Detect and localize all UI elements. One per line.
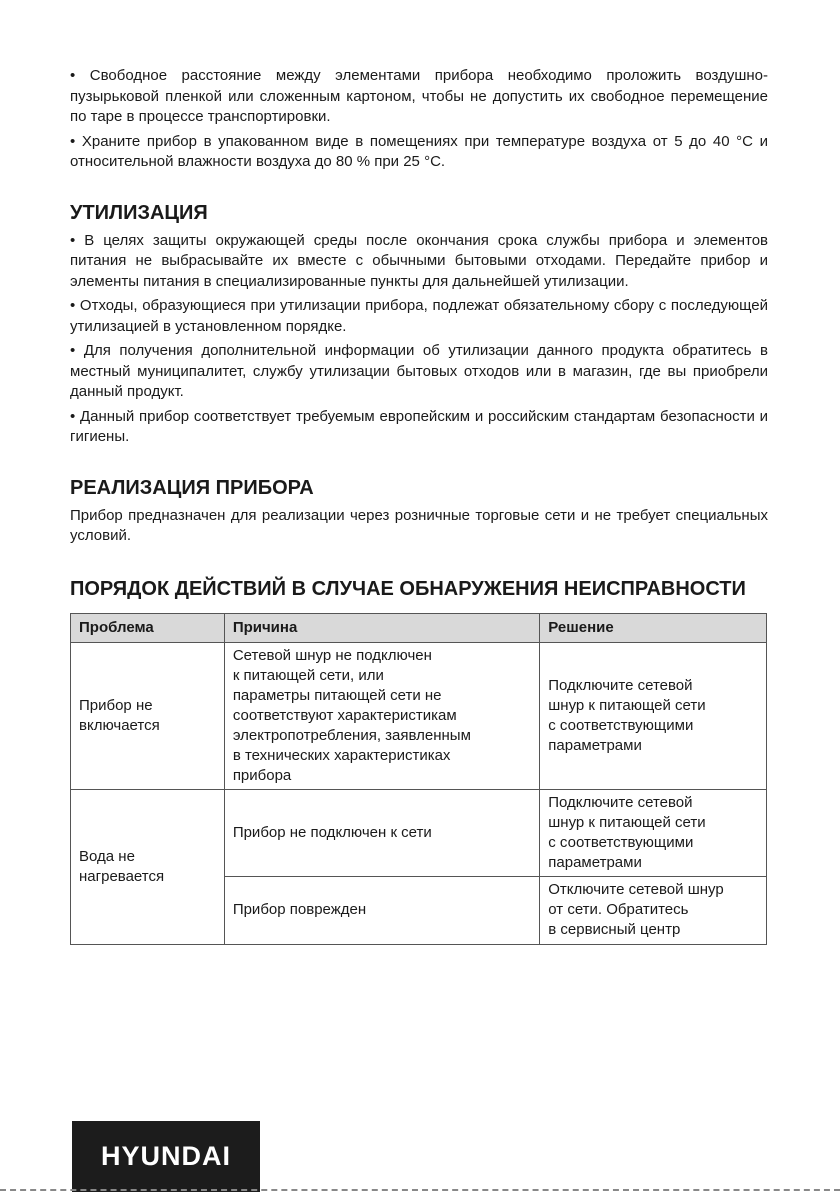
solution-cell: Отключите сетевой шнур от сети. Обратитесь в сервисный центр xyxy=(540,876,767,944)
hyundai-logo xyxy=(72,1121,260,1192)
cause-cell: Прибор не подключен к сети xyxy=(224,789,539,876)
header-cause: Причина xyxy=(224,613,539,642)
sale-paragraph: Прибор предназначен для реализации через розничные торговые сети и не требует специальных условий. xyxy=(70,506,768,544)
cause-cell: Сетевой шнур не подключен к питающей сети, или параметры питающей сети не соответствуют характеристикам электропотребления, заявленным в технических характеристиках прибора xyxy=(224,642,539,789)
troubleshooting-table xyxy=(70,613,767,945)
table-row xyxy=(71,789,767,876)
table-header-row xyxy=(71,613,767,642)
section-title-sale: РЕАЛИЗАЦИЯ ПРИБОРА xyxy=(70,476,314,499)
header-problem: Проблема xyxy=(71,613,225,642)
header-solution: Решение xyxy=(540,613,767,642)
page-bottom-divider xyxy=(0,1189,840,1191)
disposal-paragraph-1: • В целях защиты окружающей среды после окончания срока службы прибора и элементов питания не выбрасывайте их вместе с обычными бытовыми отходами. Передайте прибор и элементы питания в специализированные пункты для дальнейшей утилизации. xyxy=(70,231,768,290)
section-title-troubleshooting: ПОРЯДОК ДЕЙСТВИЙ В СЛУЧАЕ ОБНАРУЖЕНИЯ НЕИСПРАВНОСТИ xyxy=(70,577,746,600)
cause-cell: Прибор поврежден xyxy=(224,876,539,944)
storage-paragraph-2: • Храните прибор в упакованном виде в помещениях при температуре воздуха от 5 до 40 °С и относительной влажности воздуха до 80 % при 25 °С. xyxy=(70,132,768,170)
disposal-paragraph-4: • Данный прибор соответствует требуемым европейским и российским стандартам безопасности и гигиены. xyxy=(70,407,768,445)
problem-cell: Прибор не включается xyxy=(71,642,225,789)
document-body xyxy=(70,66,768,945)
solution-cell: Подключите сетевой шнур к питающей сети с соответствующими параметрами xyxy=(540,789,767,876)
storage-paragraph-1: • Свободное расстояние между элементами прибора необходимо проложить воздушно-пузырьковой пленкой или сложенным картоном, чтобы не допустить их свободное перемещение по таре в процессе транспортировки. xyxy=(70,67,768,125)
logo-text: HYUNDAI xyxy=(100,1141,231,1171)
problem-cell: Вода не нагревается xyxy=(71,789,225,944)
section-title-disposal: УТИЛИЗАЦИЯ xyxy=(70,201,208,224)
solution-cell: Подключите сетевой шнур к питающей сети с соответствующими параметрами xyxy=(540,642,767,789)
disposal-paragraph-2: • Отходы, образующиеся при утилизации прибора, подлежат обязательному сбору с последующей утилизацией в установленном порядке. xyxy=(70,297,768,335)
table-row xyxy=(71,642,767,789)
disposal-paragraph-3: • Для получения дополнительной информации об утилизации данного продукта обратитесь в местный муниципалитет, службу утилизации бытовых отходов или в магазин, где вы приобрели данный продукт. xyxy=(70,342,768,400)
